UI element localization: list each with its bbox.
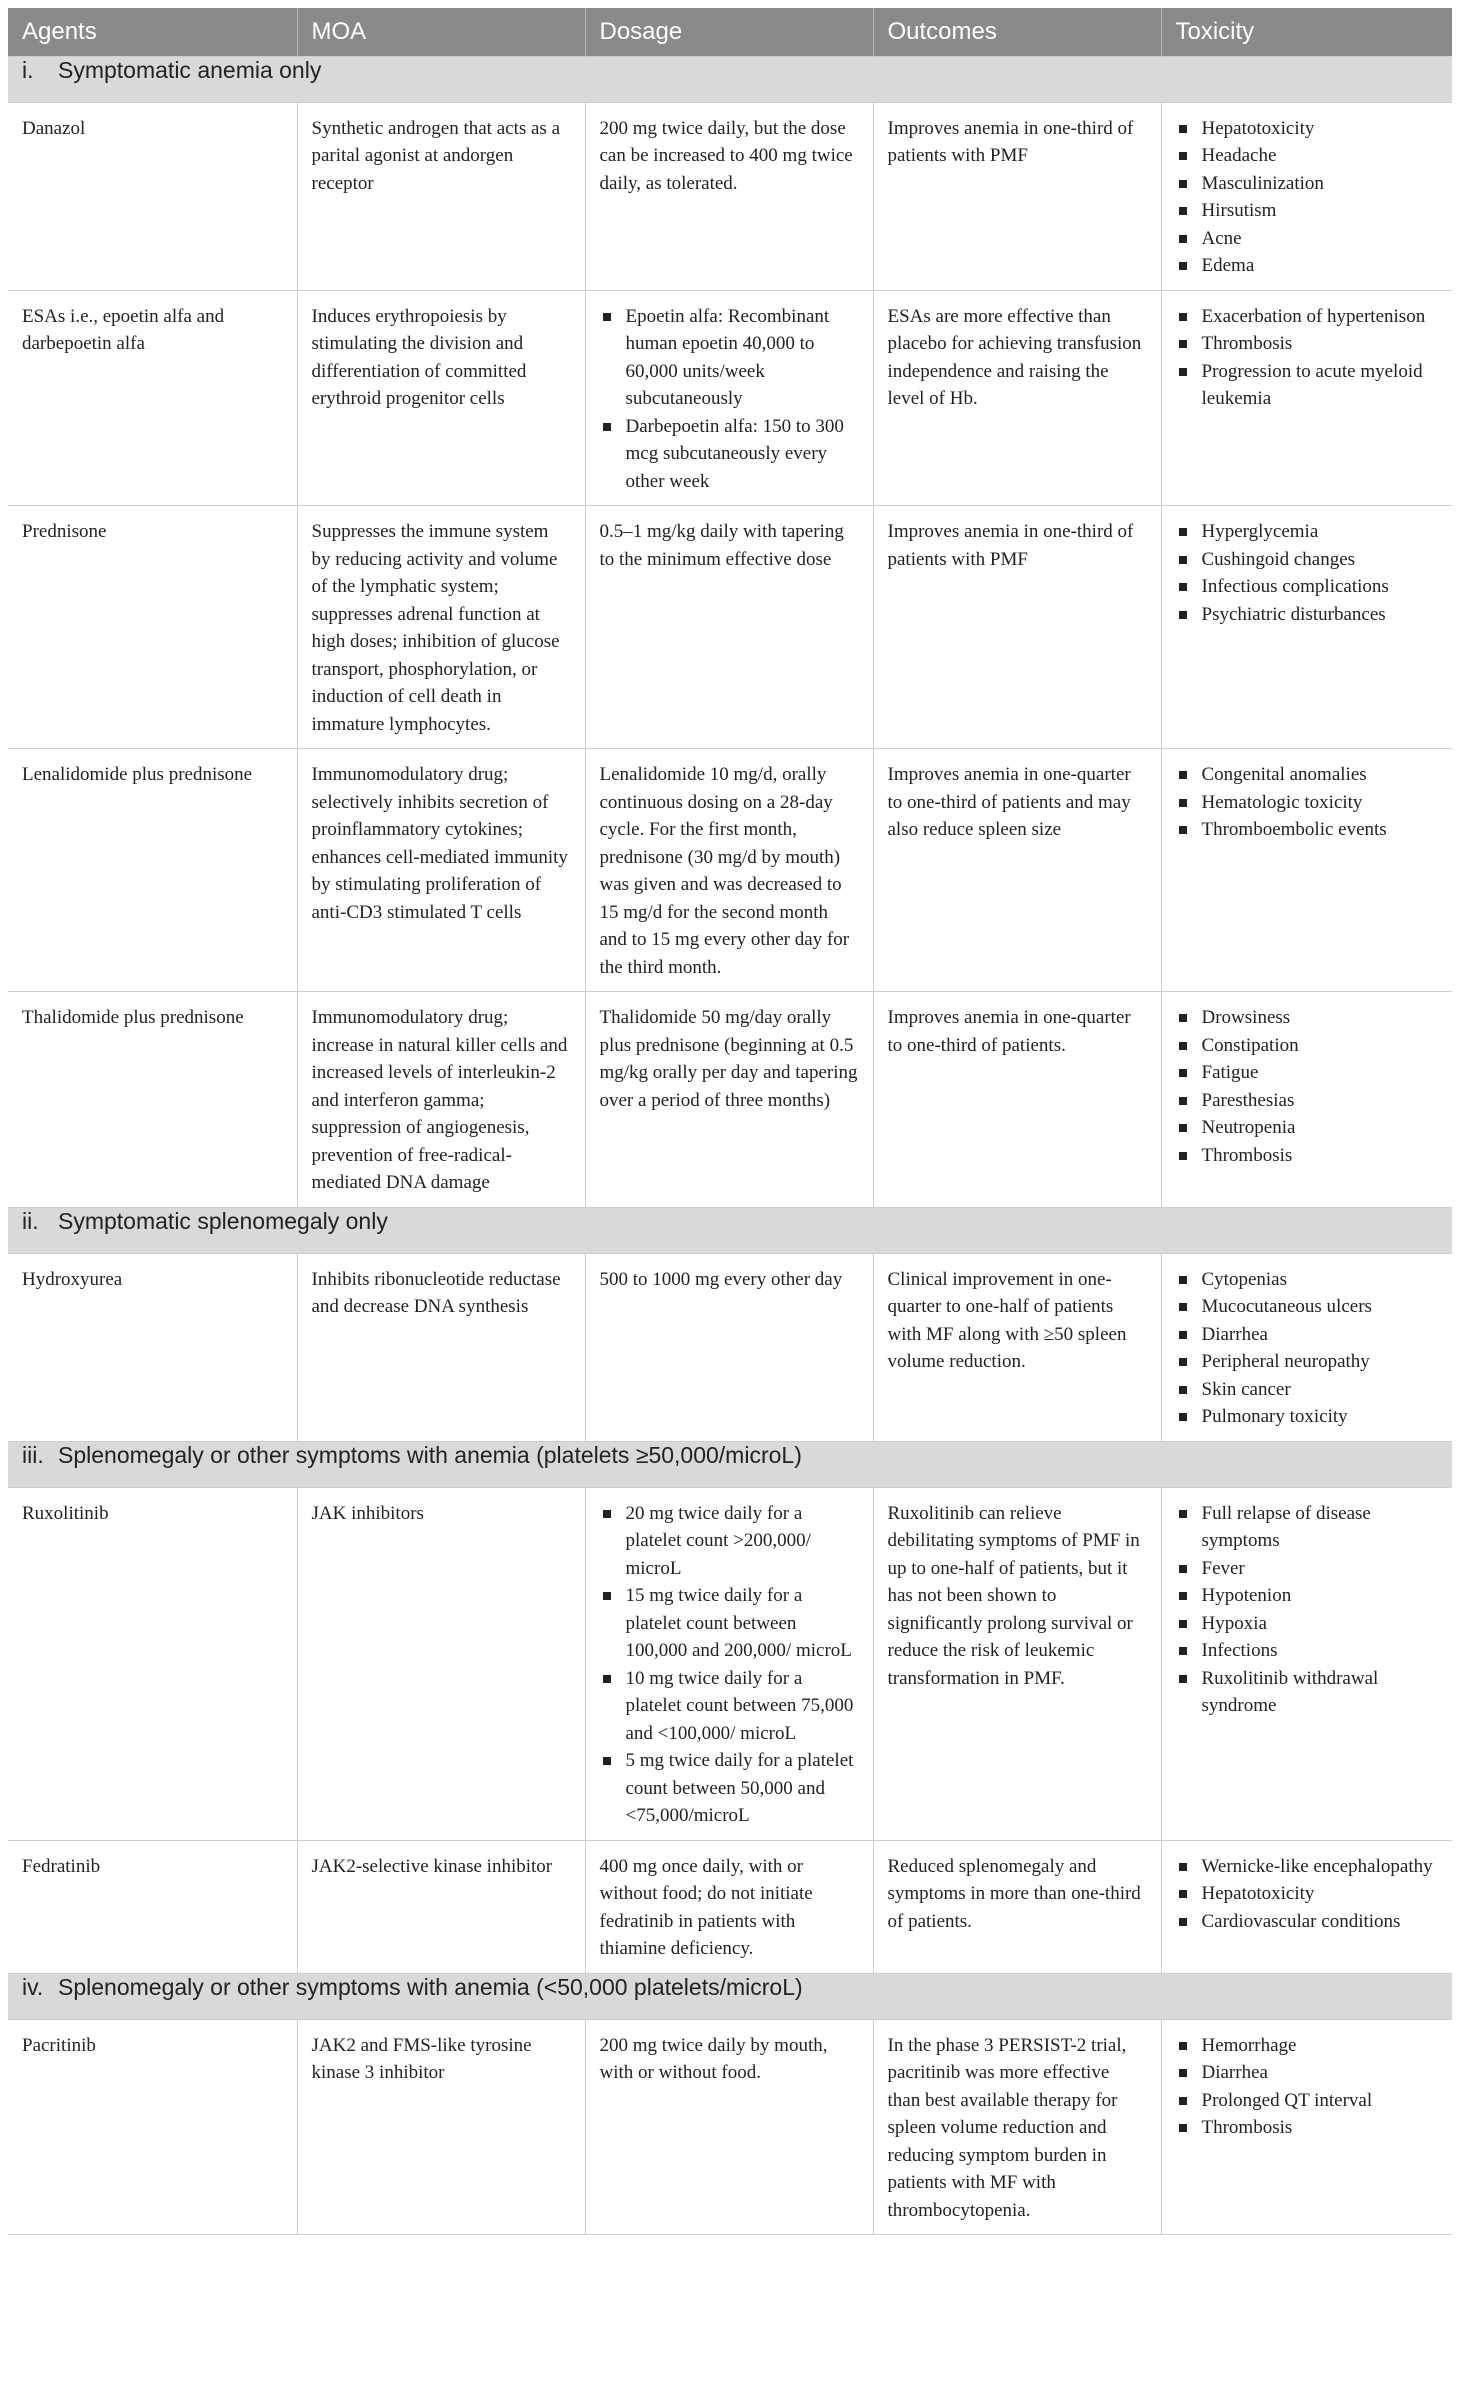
outcomes-cell: Improves anemia in one-quarter to one-third of patients. bbox=[873, 992, 1161, 1208]
dosage-cell bbox=[585, 992, 873, 1208]
dosage-text: 500 to 1000 mg every other day bbox=[599, 1268, 843, 1290]
toxicity-list bbox=[1176, 761, 1439, 844]
toxicity-item: Cushingoid changes bbox=[1176, 546, 1439, 574]
toxicity-item: Cardiovascular conditions bbox=[1176, 1908, 1439, 1936]
toxicity-item: Progression to acute myeloid leukemia bbox=[1176, 358, 1439, 413]
section-row bbox=[8, 56, 1452, 102]
agent-cell: Danazol bbox=[8, 102, 297, 290]
toxicity-item: Hepatotoxicity bbox=[1176, 1880, 1439, 1908]
toxicity-item: Pulmonary toxicity bbox=[1176, 1403, 1439, 1431]
moa-cell: Synthetic androgen that acts as a parital agonist at andorgen receptor bbox=[297, 102, 585, 290]
toxicity-item: Thrombosis bbox=[1176, 2114, 1439, 2142]
header-dosage: Dosage bbox=[585, 8, 873, 56]
outcomes-cell: In the phase 3 PERSIST-2 trial, pacritinib was more effective than best available therapy for spleen volume reduction and reducing symptom burden in patients with MF with thrombocytopenia. bbox=[873, 2019, 1161, 2235]
toxicity-list bbox=[1176, 1853, 1439, 1936]
table-row bbox=[8, 2019, 1452, 2235]
moa-cell: JAK2 and FMS-like tyrosine kinase 3 inhibitor bbox=[297, 2019, 585, 2235]
toxicity-item: Mucocutaneous ulcers bbox=[1176, 1293, 1439, 1321]
toxicity-item: Fever bbox=[1176, 1555, 1439, 1583]
outcomes-cell: Improves anemia in one-third of patients with PMF bbox=[873, 102, 1161, 290]
toxicity-item: Hyperglycemia bbox=[1176, 518, 1439, 546]
toxicity-cell bbox=[1161, 1253, 1452, 1441]
agent-cell: Hydroxyurea bbox=[8, 1253, 297, 1441]
section-number: ii. bbox=[22, 1207, 39, 1234]
dosage-cell bbox=[585, 1840, 873, 1973]
dosage-list bbox=[600, 1500, 859, 1830]
toxicity-cell bbox=[1161, 749, 1452, 992]
dosage-item: 10 mg twice daily for a platelet count between 75,000 and <100,000/ microL bbox=[600, 1665, 859, 1748]
dosage-text: 400 mg once daily, with or without food; do not initiate fedratinib in patients with thiamine deficiency. bbox=[599, 1855, 813, 1959]
toxicity-item: Hemorrhage bbox=[1176, 2032, 1439, 2060]
section-heading bbox=[8, 1973, 1452, 2019]
dosage-cell bbox=[585, 1253, 873, 1441]
section-row bbox=[8, 1207, 1452, 1253]
agent-cell: Pacritinib bbox=[8, 2019, 297, 2235]
dosage-text: 200 mg twice daily by mouth, with or without food. bbox=[599, 2034, 828, 2083]
moa-cell: JAK2-selective kinase inhibitor bbox=[297, 1840, 585, 1973]
table-body bbox=[8, 56, 1452, 2235]
outcomes-cell: Improves anemia in one-quarter to one-third of patients and may also reduce spleen size bbox=[873, 749, 1161, 992]
header-moa: MOA bbox=[297, 8, 585, 56]
toxicity-item: Headache bbox=[1176, 142, 1439, 170]
toxicity-item: Congenital anomalies bbox=[1176, 761, 1439, 789]
toxicity-item: Thrombosis bbox=[1176, 1142, 1439, 1170]
outcomes-cell: Reduced splenomegaly and symptoms in more than one-third of patients. bbox=[873, 1840, 1161, 1973]
dosage-cell bbox=[585, 290, 873, 506]
dosage-item: 20 mg twice daily for a platelet count >200,000/ microL bbox=[600, 1500, 859, 1583]
agent-cell: ESAs i.e., epoetin alfa and darbepoetin alfa bbox=[8, 290, 297, 506]
toxicity-item: Edema bbox=[1176, 252, 1439, 280]
outcomes-cell: Clinical improvement in one-quarter to one-half of patients with MF along with ≥50 spleen volume reduction. bbox=[873, 1253, 1161, 1441]
table-row bbox=[8, 992, 1452, 1208]
section-title: Splenomegaly or other symptoms with anemia (<50,000 platelets/microL) bbox=[58, 1973, 803, 2000]
dosage-cell bbox=[585, 1487, 873, 1840]
toxicity-item: Exacerbation of hypertenison bbox=[1176, 303, 1439, 331]
section-title: Splenomegaly or other symptoms with anemia (platelets ≥50,000/microL) bbox=[58, 1441, 802, 1468]
section-number: iv. bbox=[22, 1973, 44, 2000]
toxicity-item: Infections bbox=[1176, 1637, 1439, 1665]
toxicity-item: Thrombosis bbox=[1176, 330, 1439, 358]
section-title: Symptomatic anemia only bbox=[58, 56, 322, 83]
toxicity-list bbox=[1176, 303, 1439, 413]
toxicity-item: Hirsutism bbox=[1176, 197, 1439, 225]
moa-cell: Inhibits ribonucleotide reductase and decrease DNA synthesis bbox=[297, 1253, 585, 1441]
section-number: i. bbox=[22, 56, 34, 83]
toxicity-cell bbox=[1161, 1487, 1452, 1840]
header-outcomes: Outcomes bbox=[873, 8, 1161, 56]
toxicity-item: Drowsiness bbox=[1176, 1004, 1439, 1032]
agent-cell: Prednisone bbox=[8, 506, 297, 749]
moa-cell: Immunomodulatory drug; increase in natural killer cells and increased levels of interleukin-2 and interferon gamma; suppression of angiogenesis, prevention of free-radical-mediated DNA damage bbox=[297, 992, 585, 1208]
toxicity-item: Diarrhea bbox=[1176, 1321, 1439, 1349]
table-row bbox=[8, 1487, 1452, 1840]
section-row bbox=[8, 1441, 1452, 1487]
toxicity-list bbox=[1176, 2032, 1439, 2142]
treatment-table-container bbox=[8, 8, 1452, 2235]
toxicity-cell bbox=[1161, 2019, 1452, 2235]
treatment-table bbox=[8, 8, 1452, 2235]
toxicity-item: Cytopenias bbox=[1176, 1266, 1439, 1294]
outcomes-cell: Ruxolitinib can relieve debilitating symptoms of PMF in up to one-half of patients, but it has not been shown to significantly prolong survival or reduce the risk of leukemic transformation in PMF. bbox=[873, 1487, 1161, 1840]
toxicity-cell bbox=[1161, 506, 1452, 749]
section-row bbox=[8, 1973, 1452, 2019]
table-row bbox=[8, 102, 1452, 290]
section-number: iii. bbox=[22, 1441, 44, 1468]
header-toxicity: Toxicity bbox=[1161, 8, 1452, 56]
section-heading bbox=[8, 56, 1452, 102]
dosage-text: 0.5–1 mg/kg daily with tapering to the minimum effective dose bbox=[599, 521, 844, 570]
agent-cell: Ruxolitinib bbox=[8, 1487, 297, 1840]
toxicity-item: Fatigue bbox=[1176, 1059, 1439, 1087]
dosage-text: Lenalidomide 10 mg/d, orally continuous dosing on a 28-day cycle. For the first month, prednisone (30 mg/d by mouth) was given and was decreased to 15 mg/d for the second month and to 15 mg every other day for the third month. bbox=[599, 764, 850, 978]
header-row bbox=[8, 8, 1452, 56]
toxicity-item: Acne bbox=[1176, 225, 1439, 253]
agent-cell: Thalidomide plus prednisone bbox=[8, 992, 297, 1208]
toxicity-cell bbox=[1161, 992, 1452, 1208]
header-agents: Agents bbox=[8, 8, 297, 56]
toxicity-item: Hematologic toxicity bbox=[1176, 789, 1439, 817]
outcomes-cell: Improves anemia in one-third of patients with PMF bbox=[873, 506, 1161, 749]
toxicity-item: Skin cancer bbox=[1176, 1376, 1439, 1404]
dosage-item: Darbepoetin alfa: 150 to 300 mcg subcutaneously every other week bbox=[600, 413, 859, 496]
toxicity-list bbox=[1176, 115, 1439, 280]
dosage-item: 15 mg twice daily for a platelet count between 100,000 and 200,000/ microL bbox=[600, 1582, 859, 1665]
dosage-text: 200 mg twice daily, but the dose can be increased to 400 mg twice daily, as tolerated. bbox=[599, 117, 853, 194]
dosage-item: 5 mg twice daily for a platelet count between 50,000 and <75,000/microL bbox=[600, 1747, 859, 1830]
agent-cell: Lenalidomide plus prednisone bbox=[8, 749, 297, 992]
dosage-cell bbox=[585, 102, 873, 290]
toxicity-item: Neutropenia bbox=[1176, 1114, 1439, 1142]
toxicity-list bbox=[1176, 1500, 1439, 1720]
toxicity-item: Peripheral neuropathy bbox=[1176, 1348, 1439, 1376]
toxicity-item: Ruxolitinib withdrawal syndrome bbox=[1176, 1665, 1439, 1720]
toxicity-cell bbox=[1161, 1840, 1452, 1973]
toxicity-item: Infectious complications bbox=[1176, 573, 1439, 601]
toxicity-item: Hypotenion bbox=[1176, 1582, 1439, 1610]
toxicity-cell bbox=[1161, 290, 1452, 506]
moa-cell: Induces erythropoiesis by stimulating the division and differentiation of committed erythroid progenitor cells bbox=[297, 290, 585, 506]
dosage-cell bbox=[585, 506, 873, 749]
moa-cell: Immunomodulatory drug; selectively inhibits secretion of proinflammatory cytokines; enhances cell-mediated immunity by stimulating proliferation of anti-CD3 stimulated T cells bbox=[297, 749, 585, 992]
section-heading bbox=[8, 1207, 1452, 1253]
dosage-cell bbox=[585, 749, 873, 992]
table-row bbox=[8, 506, 1452, 749]
toxicity-item: Full relapse of disease symptoms bbox=[1176, 1500, 1439, 1555]
dosage-item: Epoetin alfa: Recombinant human epoetin 40,000 to 60,000 units/week subcutaneously bbox=[600, 303, 859, 413]
toxicity-item: Thromboembolic events bbox=[1176, 816, 1439, 844]
toxicity-item: Masculinization bbox=[1176, 170, 1439, 198]
agent-cell: Fedratinib bbox=[8, 1840, 297, 1973]
table-row bbox=[8, 749, 1452, 992]
toxicity-list bbox=[1176, 1004, 1439, 1169]
dosage-cell bbox=[585, 2019, 873, 2235]
moa-cell: JAK inhibitors bbox=[297, 1487, 585, 1840]
toxicity-cell bbox=[1161, 102, 1452, 290]
toxicity-item: Prolonged QT interval bbox=[1176, 2087, 1439, 2115]
toxicity-list bbox=[1176, 1266, 1439, 1431]
dosage-text: Thalidomide 50 mg/day orally plus prednisone (beginning at 0.5 mg/kg orally per day and tapering over a period of three months) bbox=[599, 1007, 858, 1111]
toxicity-item: Psychiatric disturbances bbox=[1176, 601, 1439, 629]
section-heading bbox=[8, 1441, 1452, 1487]
toxicity-item: Hepatotoxicity bbox=[1176, 115, 1439, 143]
toxicity-item: Diarrhea bbox=[1176, 2059, 1439, 2087]
section-title: Symptomatic splenomegaly only bbox=[58, 1207, 388, 1234]
table-row bbox=[8, 1253, 1452, 1441]
table-row bbox=[8, 290, 1452, 506]
toxicity-list bbox=[1176, 518, 1439, 628]
toxicity-item: Hypoxia bbox=[1176, 1610, 1439, 1638]
moa-cell: Suppresses the immune system by reducing activity and volume of the lymphatic system; suppresses adrenal function at high doses; inhibition of glucose transport, phosphorylation, or induction of cell death in immature lymphocytes. bbox=[297, 506, 585, 749]
toxicity-item: Paresthesias bbox=[1176, 1087, 1439, 1115]
outcomes-cell: ESAs are more effective than placebo for achieving transfusion independence and raising the level of Hb. bbox=[873, 290, 1161, 506]
table-header bbox=[8, 8, 1452, 56]
toxicity-item: Wernicke-like encephalopathy bbox=[1176, 1853, 1439, 1881]
table-row bbox=[8, 1840, 1452, 1973]
dosage-list bbox=[600, 303, 859, 496]
toxicity-item: Constipation bbox=[1176, 1032, 1439, 1060]
